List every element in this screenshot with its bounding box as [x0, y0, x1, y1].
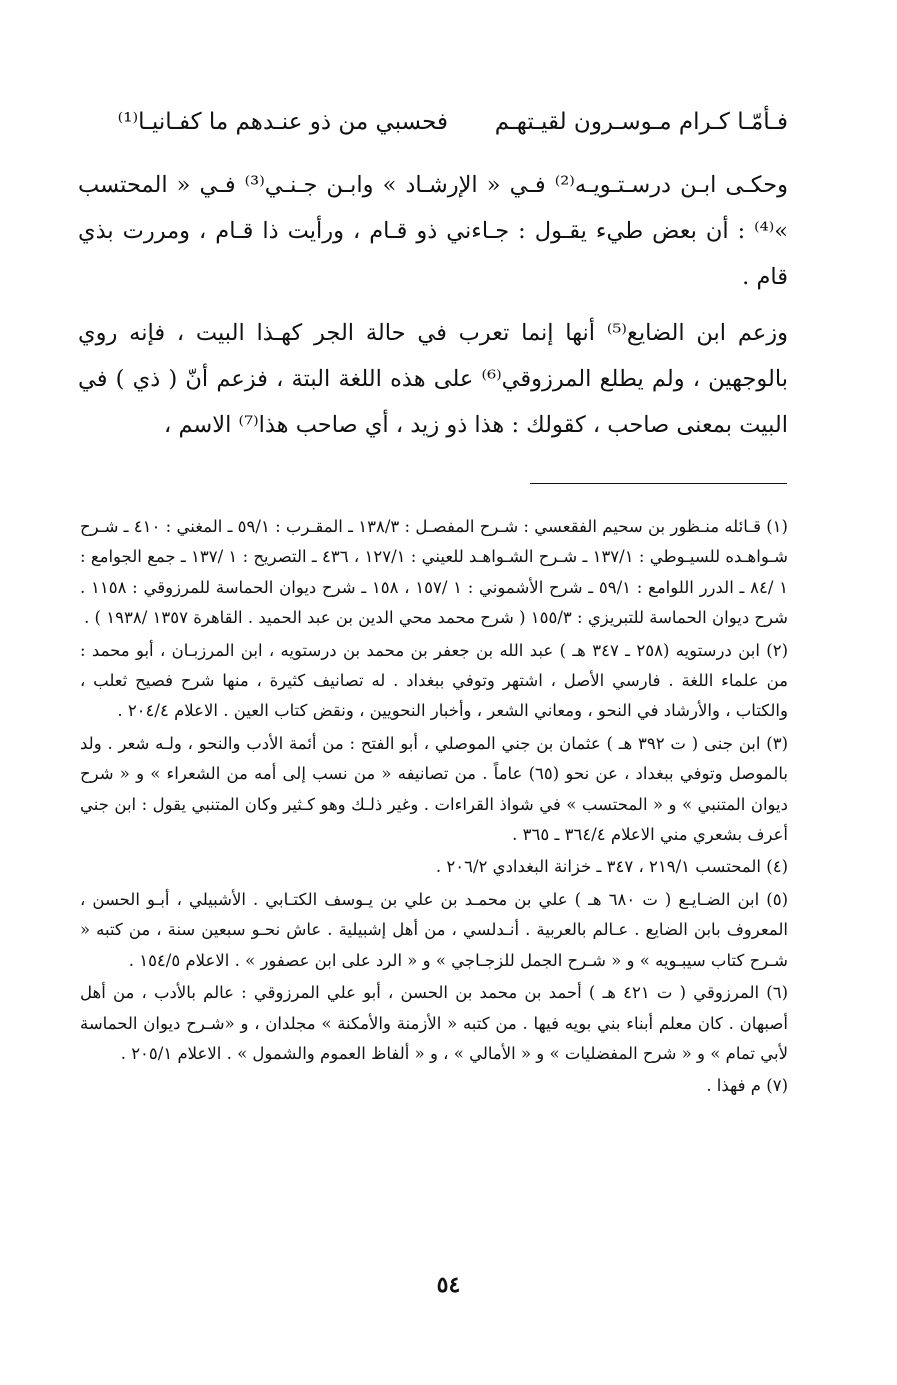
- main-text: [78, 162, 788, 448]
- footnotes: [80, 512, 788, 1104]
- footnote-2: (٢) ابن درستويه (٢٥٨ ـ ٣٤٧ هـ ) عبد الله بن جعفر بن محمد بن درستويه ، ابن المرزبـان ، أبو محمد : من علماء اللغة . فارسي الأصل ، اشتهر وتوفي ببغداد . له تصانيف كثيرة ، منها شرح فصيح ثعلب ، والكتاب ، والأرشاد في النحو ، ومعاني الشعر ، وأخبار النحويين ، ونقض كتاب العين . الاعلام ٢٠٤/٤ .: [80, 640, 788, 721]
- footnote-1: (١) قـائله منـظور بن سحيم الفقعسي : شـرح المفصـل : ١٣٨/٣ ـ المقـرب : ٥٩/١ ـ المغني : ٤١٠ ـ شـرح شـواهـده للسيـوطي : ١٣٧/١ ـ شـرح الشـواهـد للعيني : ١٢٧/١ ، ٤٣٦ ـ التصريح : ١ /١٣٧ ـ جمع الجوامع : ١ /٨٤ ـ الدرر اللوامع : ٥٩/١ ـ شرح الأشموني : ١ /١٥٧ ، ١٥٨ ـ شرح ديوان الحماسة للمرزوقي : ١١٥٨ . شرح ديوان الحماسة للتبريزي : ١٥٥/٣ ( شرح محمد محي الدين بن عبد الحميد . القاهرة ١٣٥٧ /١٩٣٨ ) .: [80, 517, 789, 628]
- verse-hemistich-first: فـأمّـا كـرام مـوسـرون لقيـتهـم: [494, 109, 788, 135]
- paragraph-ibn-durustawayh: وحكـى ابـن درسـتـويـه⁽²⁾ فـي « الإرشـاد » وابـن جـنـي⁽³⁾ فـي « المحتسب »⁽⁴⁾ : أن بعض طيء يقـول : جـاءني ذو قـام ، ورأيت ذا قـام ، ومررت بذي قام .: [78, 172, 788, 290]
- footnote-7: (٧) م فهذا .: [706, 1076, 788, 1096]
- footnote-4: (٤) المحتسب ٢١٩/١ ، ٣٤٧ ـ خزانة البغدادي ٢٠٦/٢ .: [435, 857, 788, 877]
- page-number: ٥٤: [436, 1272, 461, 1298]
- poetry-verse: [78, 103, 788, 153]
- footnote-divider: [530, 483, 787, 484]
- verse-hemistich-second: فحسبي من ذو عنـدهم ما كفـانيـا⁽¹⁾: [117, 109, 448, 135]
- footnote-3: (٣) ابن جنى ( ت ٣٩٢ هـ ) عثمان بن جني الموصلي ، أبو الفتح : من أئمة الأدب والنحو ، ولـه شعر . ولد بالموصل وتوفي ببغداد ، عن نحو (٦٥) عاماً . من تصانيفه « من نسب إلى أمه من الشعراء » و « شرح ديوان المتنبي » و « المحتسب » في شواذ القراءات . وغير ذلـك وهو كـثير وكان المتنبي يقول : ابن جني أعرف بشعري مني الاعلام ٣٦٤/٤ ـ ٣٦٥ .: [80, 733, 788, 845]
- footnote-6: (٦) المرزوقي ( ت ٤٢١ هـ ) أحمد بن محمد بن الحسن ، أبو علي المرزوقي : عالم بالأدب ، من أهل أصبهان . كان معلم أبناء بني بويه فيها . من كتبه « الأزمنة والأمكنة » مجلدان ، و «شـرح ديوان الحماسة لأبي تمام » و « شرح المفضليات » و « الأمالي » ، و « ألفاظ العموم والشمول » . الاعلام ٢٠٥/١ .: [80, 983, 788, 1063]
- paragraph-ibn-al-dai: وزعم ابن الضايع⁽⁵⁾ أنها إنما تعرب في حالة الجر كهـذا البيت ، فإنه روي بالوجهين ، ولم يطلع المرزوقي⁽⁶⁾ على هذه اللغة البتة ، فزعم أنّ ( ذي ) في البيت بمعنى صاحب ، كقولك : هذا ذو زيد ، أي صاحب هذا⁽⁷⁾ الاسم ،: [78, 320, 788, 438]
- footnote-5: (٥) ابن الضـايـع ( ت ٦٨٠ هـ ) علي بن محمـد بن علي بن يـوسف الكتـابي . الأشبيلي ، أبـو الحسن ، المعروف بابن الضايع . عـالم بالعربية . أنـدلسي ، من أهل إشبيلية . عاش نحـو سبعين سنة ، من كتبه « شـرح كتاب سيبـويه » و « شـرح الجمل للزجـاجي » و « الرد على ابن عصفور » . الاعلام ١٥٤/٥ .: [80, 889, 788, 970]
